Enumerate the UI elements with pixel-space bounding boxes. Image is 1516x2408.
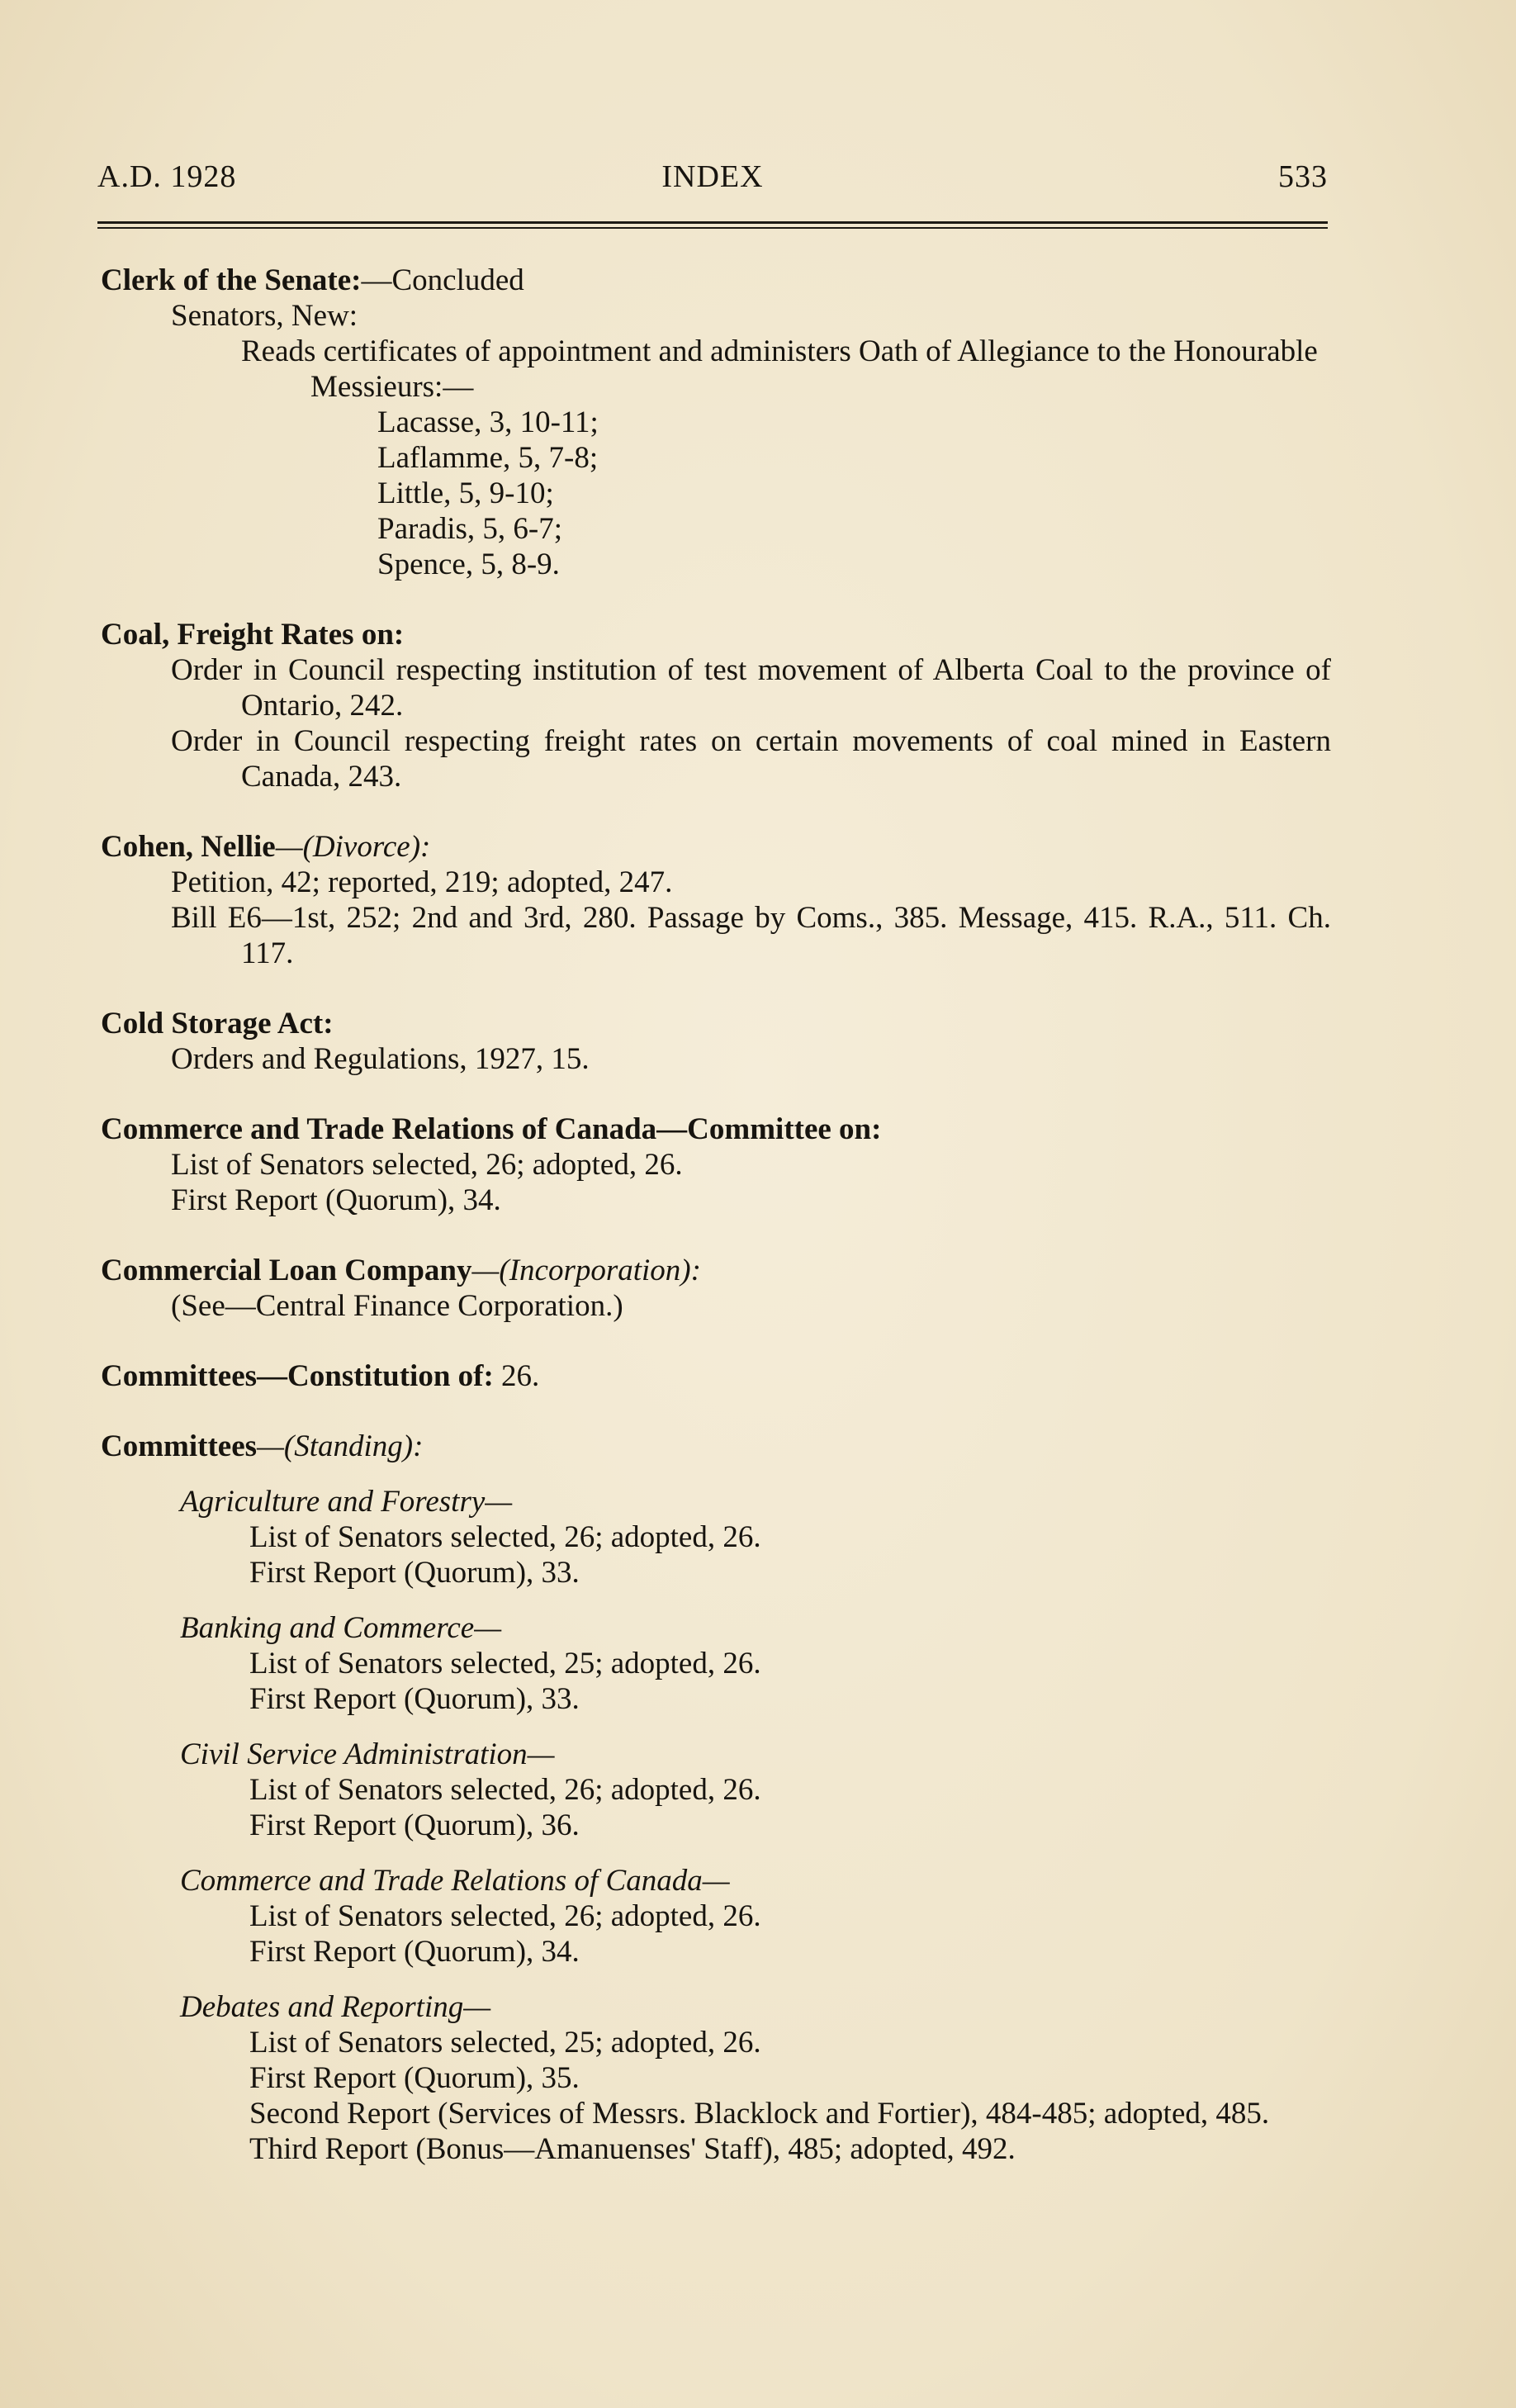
subentry-title: Civil Service Administration—: [180, 1737, 555, 1771]
entry-line: List of Senators selected, 26; adopted, 26.: [171, 1148, 683, 1182]
entry-line: Laflamme, 5, 7-8;: [377, 441, 599, 475]
entry-heading: Committees—(Standing):: [101, 1429, 424, 1463]
entry-clerk-of-the-senate: [101, 263, 1331, 582]
entry-line: First Report (Quorum), 34.: [249, 1935, 580, 1969]
header-rule: [97, 221, 1328, 229]
subentry-title: Debates and Reporting—: [180, 1990, 491, 2024]
entry-heading: Clerk of the Senate:—Concluded: [101, 263, 524, 297]
entry-line: First Report (Quorum), 36.: [249, 1808, 580, 1842]
entry-line: Senators, New:: [171, 299, 358, 333]
entry-line: Bill E6—1st, 252; 2nd and 3rd, 280. Passage by Coms., 385. Message, 415. R.A., 511. Ch. 117.: [171, 901, 1331, 970]
entry-line: Third Report (Bonus—Amanuenses' Staff), 485; adopted, 492.: [249, 2132, 1016, 2166]
entry-line: Petition, 42; reported, 219; adopted, 247.: [171, 865, 673, 899]
entry-line: Reads certificates of appointment and administers Oath of Allegiance to the Honourable Messieurs:—: [241, 334, 1318, 404]
subentry-banking: [101, 1610, 1331, 1717]
entry-line: List of Senators selected, 26; adopted, 26.: [249, 1773, 761, 1807]
subentry-title: Commerce and Trade Relations of Canada—: [180, 1864, 730, 1898]
entry-cohen-nellie: [101, 829, 1331, 971]
entry-line: List of Senators selected, 26; adopted, 26.: [249, 1899, 761, 1933]
entry-line: First Report (Quorum), 34.: [171, 1183, 501, 1217]
header-year: A.D. 1928: [97, 159, 237, 194]
subentry-title: Agriculture and Forestry—: [180, 1485, 513, 1519]
entry-commerce-and-trade: [101, 1112, 1331, 1218]
header-title: INDEX: [661, 159, 764, 194]
entry-line: List of Senators selected, 25; adopted, 26.: [249, 2026, 761, 2060]
entry-line: (See—Central Finance Corporation.): [171, 1289, 623, 1323]
entry-heading: Cold Storage Act:: [101, 1007, 334, 1040]
entry-commercial-loan-company: [101, 1253, 1331, 1324]
entry-line: List of Senators selected, 25; adopted, 26.: [249, 1647, 761, 1680]
entry-line: Order in Council respecting freight rates on certain movements of coal mined in Eastern Canada, 243.: [171, 724, 1331, 794]
index-content: [101, 263, 1331, 2202]
entry-committees-constitution: [101, 1358, 1331, 1394]
entry-line: Little, 5, 9-10;: [377, 476, 554, 510]
entry-line: Orders and Regulations, 1927, 15.: [171, 1042, 590, 1076]
entry-heading: Cohen, Nellie—(Divorce):: [101, 830, 431, 864]
page-number: 533: [1278, 159, 1328, 194]
subentry-commerce-trade: [101, 1863, 1331, 1970]
entry-line: First Report (Quorum), 33.: [249, 1682, 580, 1716]
entry-cold-storage-act: [101, 1006, 1331, 1077]
entry-committees-standing: [101, 1429, 1331, 2167]
entry-line: Spence, 5, 8-9.: [377, 547, 560, 581]
entry-line: Order in Council respecting institution of test movement of Alberta Coal to the province of Ontario, 242.: [171, 653, 1331, 723]
entry-heading: Commerce and Trade Relations of Canada—Committee on:: [101, 1112, 882, 1146]
subentry-debates-reporting: [101, 1989, 1331, 2167]
entry-heading: Committees—Constitution of: 26.: [101, 1359, 540, 1393]
subentry-title: Banking and Commerce—: [180, 1611, 502, 1645]
subentry-civil-service: [101, 1737, 1331, 1843]
entry-line: First Report (Quorum), 33.: [249, 1556, 580, 1590]
entry-heading: Coal, Freight Rates on:: [101, 618, 405, 652]
subentry-agriculture: [101, 1484, 1331, 1590]
entry-heading: Commercial Loan Company—(Incorporation):: [101, 1254, 701, 1287]
entry-line: Paradis, 5, 6-7;: [377, 512, 563, 546]
entry-line: Second Report (Services of Messrs. Blacklock and Fortier), 484-485; adopted, 485.: [249, 2097, 1270, 2131]
entry-line: Lacasse, 3, 10-11;: [377, 405, 599, 439]
entry-line: First Report (Quorum), 35.: [249, 2061, 580, 2095]
entry-coal-freight-rates: [101, 617, 1331, 794]
entry-line: List of Senators selected, 26; adopted, 26.: [249, 1520, 761, 1554]
